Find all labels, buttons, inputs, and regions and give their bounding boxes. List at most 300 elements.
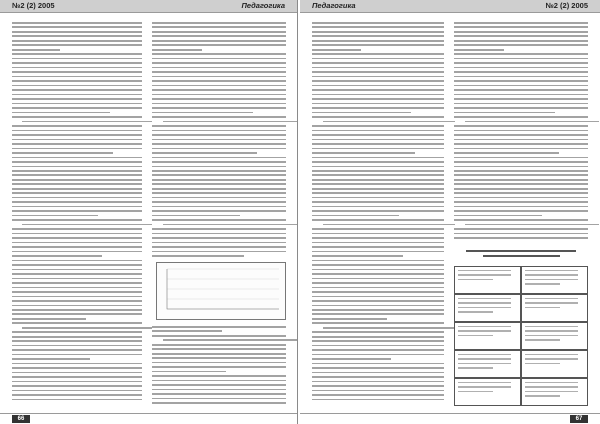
text-line xyxy=(312,125,444,127)
text-line xyxy=(312,219,444,221)
text-line xyxy=(312,40,444,42)
text-line xyxy=(312,94,444,96)
text-line xyxy=(454,157,588,159)
text-line xyxy=(12,260,142,262)
text-line xyxy=(12,26,142,28)
text-line xyxy=(12,44,142,46)
caption-line xyxy=(466,250,576,252)
text-line xyxy=(12,85,142,87)
text-line xyxy=(323,224,455,226)
left-column-1 xyxy=(12,22,142,408)
text-line xyxy=(312,22,444,24)
text-line xyxy=(454,201,588,203)
text-line xyxy=(12,174,142,176)
text-line xyxy=(12,242,142,244)
text-line xyxy=(454,125,588,127)
text-line xyxy=(152,192,286,194)
text-line xyxy=(454,139,588,141)
text-line xyxy=(454,89,588,91)
text-line xyxy=(323,121,455,123)
cell-text-line xyxy=(458,311,493,312)
text-line xyxy=(22,327,152,329)
cell-text-line xyxy=(458,382,511,383)
text-line xyxy=(152,116,286,118)
table-cell xyxy=(454,322,521,350)
text-line xyxy=(454,192,588,194)
text-line xyxy=(12,255,102,257)
text-line xyxy=(152,242,286,244)
table-cell xyxy=(521,378,588,406)
table-caption xyxy=(466,250,576,262)
text-line xyxy=(152,371,226,373)
text-line xyxy=(12,94,142,96)
caption-line xyxy=(483,255,560,257)
text-line xyxy=(152,206,286,208)
text-line xyxy=(312,134,444,136)
cell-text-line xyxy=(458,302,511,303)
text-line xyxy=(454,26,588,28)
text-line xyxy=(152,384,286,386)
text-line xyxy=(152,40,286,42)
text-line xyxy=(152,246,286,248)
table-cell xyxy=(521,350,588,378)
text-line xyxy=(312,322,444,324)
text-line xyxy=(312,148,444,150)
text-line xyxy=(12,80,142,82)
text-line xyxy=(454,35,588,37)
text-line xyxy=(312,152,415,154)
text-line xyxy=(152,80,286,82)
left-page xyxy=(0,0,298,424)
text-line xyxy=(152,219,286,221)
text-line xyxy=(12,134,142,136)
text-line xyxy=(454,152,559,154)
text-line xyxy=(312,210,444,212)
text-line xyxy=(312,246,444,248)
left-page-header xyxy=(0,0,297,13)
text-line xyxy=(152,188,286,190)
text-line xyxy=(465,224,599,226)
cell-text-line xyxy=(525,279,578,280)
text-line xyxy=(152,353,286,355)
text-line xyxy=(312,170,444,172)
text-line xyxy=(12,188,142,190)
text-line xyxy=(312,242,444,244)
text-line xyxy=(312,367,444,369)
text-line xyxy=(12,139,142,141)
text-line xyxy=(454,80,588,82)
text-line xyxy=(152,375,286,377)
right-page-number: 67 xyxy=(570,415,588,423)
text-line xyxy=(312,233,444,235)
text-line xyxy=(152,161,286,163)
text-line xyxy=(454,210,588,212)
text-line xyxy=(12,206,142,208)
text-line xyxy=(312,305,444,307)
text-line xyxy=(454,183,588,185)
text-line xyxy=(312,291,444,293)
right-column-1 xyxy=(312,22,444,408)
cell-text-line xyxy=(525,382,578,383)
text-line xyxy=(12,31,142,33)
text-line xyxy=(12,53,142,55)
text-line xyxy=(12,35,142,37)
text-line xyxy=(12,107,142,109)
cell-text-line xyxy=(458,298,511,299)
figure-chart xyxy=(156,262,286,320)
text-line xyxy=(152,366,286,368)
text-line xyxy=(152,197,286,199)
text-line xyxy=(152,228,286,230)
text-line xyxy=(152,98,286,100)
text-line xyxy=(454,71,588,73)
text-line xyxy=(12,116,142,118)
text-line xyxy=(12,340,142,342)
text-line xyxy=(312,282,444,284)
text-line xyxy=(12,363,142,365)
cell-text-line xyxy=(458,363,511,364)
text-line xyxy=(12,318,86,320)
text-line xyxy=(312,201,444,203)
text-line xyxy=(12,103,142,105)
text-line xyxy=(152,58,286,60)
text-line xyxy=(12,201,142,203)
text-line xyxy=(12,76,142,78)
text-line xyxy=(152,201,286,203)
text-line xyxy=(312,390,444,392)
cell-text-line xyxy=(525,363,560,364)
text-line xyxy=(312,381,444,383)
cell-text-line xyxy=(525,339,560,340)
text-line xyxy=(22,224,152,226)
right-issue-label: №2 (2) 2005 xyxy=(545,1,588,10)
text-line xyxy=(152,148,286,150)
cell-text-line xyxy=(525,302,578,303)
text-line xyxy=(163,224,297,226)
text-line xyxy=(12,309,142,311)
text-line xyxy=(152,174,286,176)
text-line xyxy=(454,206,588,208)
text-line xyxy=(12,282,142,284)
text-line xyxy=(12,331,142,333)
text-line xyxy=(312,228,444,230)
text-line xyxy=(12,349,142,351)
cell-text-line xyxy=(525,274,578,275)
cell-text-line xyxy=(458,367,493,368)
text-line xyxy=(312,103,444,105)
text-line xyxy=(454,134,588,136)
text-line xyxy=(312,372,444,374)
text-line xyxy=(312,269,444,271)
text-line xyxy=(312,98,444,100)
cell-text-line xyxy=(525,326,578,327)
text-line xyxy=(312,300,444,302)
text-line xyxy=(454,130,588,132)
text-line xyxy=(12,49,60,51)
text-line xyxy=(12,71,142,73)
cell-text-line xyxy=(458,307,511,308)
text-line xyxy=(152,166,286,168)
text-line xyxy=(312,116,444,118)
table-cell xyxy=(454,378,521,406)
left-page-footer xyxy=(0,413,297,424)
line-chart xyxy=(157,263,285,319)
text-line xyxy=(12,287,142,289)
text-line xyxy=(163,121,297,123)
text-line xyxy=(312,278,444,280)
cell-text-line xyxy=(458,354,511,355)
cell-text-line xyxy=(458,330,511,331)
cell-text-line xyxy=(458,391,493,392)
cell-text-line xyxy=(458,386,511,387)
text-line xyxy=(12,89,142,91)
text-line xyxy=(312,215,399,217)
text-line xyxy=(312,71,444,73)
text-line xyxy=(12,345,142,347)
text-line xyxy=(152,251,286,253)
text-line xyxy=(454,215,542,217)
text-line xyxy=(152,402,286,404)
text-line xyxy=(152,335,286,337)
text-line xyxy=(312,80,444,82)
text-line xyxy=(454,174,588,176)
text-line xyxy=(454,94,588,96)
text-line xyxy=(12,358,90,360)
text-line xyxy=(312,264,444,266)
text-line xyxy=(152,143,286,145)
text-line xyxy=(12,269,142,271)
text-line xyxy=(312,53,444,55)
text-line xyxy=(312,76,444,78)
text-line xyxy=(12,381,142,383)
text-line xyxy=(12,228,142,230)
text-line xyxy=(12,278,142,280)
text-line xyxy=(454,76,588,78)
text-line xyxy=(454,103,588,105)
text-line xyxy=(152,357,286,359)
text-line xyxy=(12,197,142,199)
text-line xyxy=(152,49,202,51)
text-line xyxy=(312,166,444,168)
text-line xyxy=(12,112,110,114)
text-line xyxy=(152,139,286,141)
text-line xyxy=(12,354,142,356)
text-line xyxy=(454,233,588,235)
text-line xyxy=(454,98,588,100)
left-column-2 xyxy=(152,22,286,262)
text-line xyxy=(152,233,286,235)
text-line xyxy=(312,197,444,199)
text-line xyxy=(152,76,286,78)
text-line xyxy=(12,300,142,302)
text-line xyxy=(152,330,222,332)
text-line xyxy=(454,170,588,172)
text-line xyxy=(12,322,142,324)
cell-text-line xyxy=(525,283,560,284)
text-line xyxy=(454,219,588,221)
text-line xyxy=(312,85,444,87)
cell-text-line xyxy=(525,335,578,336)
text-line xyxy=(12,215,98,217)
text-line xyxy=(152,103,286,105)
left-section-label: Педагогика xyxy=(241,1,285,10)
text-line xyxy=(12,192,142,194)
table-cell xyxy=(521,322,588,350)
cell-text-line xyxy=(525,298,578,299)
text-line xyxy=(152,255,244,257)
text-line xyxy=(465,121,599,123)
text-line xyxy=(312,251,444,253)
text-line xyxy=(454,49,504,51)
table-cell xyxy=(454,266,521,294)
right-column-2 xyxy=(454,22,588,246)
cell-text-line xyxy=(525,354,578,355)
text-line xyxy=(152,22,286,24)
text-line xyxy=(152,35,286,37)
text-line xyxy=(312,188,444,190)
text-line xyxy=(454,53,588,55)
text-line xyxy=(12,161,142,163)
text-line xyxy=(312,376,444,378)
text-line xyxy=(312,313,444,315)
table-cell xyxy=(454,350,521,378)
text-line xyxy=(163,339,297,341)
text-line xyxy=(12,372,142,374)
text-line xyxy=(12,291,142,293)
text-line xyxy=(12,296,142,298)
text-line xyxy=(454,67,588,69)
text-line xyxy=(152,89,286,91)
text-line xyxy=(454,166,588,168)
text-line xyxy=(12,251,142,253)
text-line xyxy=(152,44,286,46)
text-line xyxy=(152,170,286,172)
text-line xyxy=(12,385,142,387)
text-line xyxy=(323,327,455,329)
text-line xyxy=(152,62,286,64)
text-line xyxy=(12,179,142,181)
text-line xyxy=(312,260,444,262)
text-line xyxy=(152,85,286,87)
text-line xyxy=(454,228,588,230)
text-line xyxy=(454,112,555,114)
text-line xyxy=(12,305,142,307)
cell-text-line xyxy=(525,307,560,308)
text-line xyxy=(454,148,588,150)
text-line xyxy=(12,143,142,145)
text-line xyxy=(152,380,286,382)
cell-text-line xyxy=(458,335,493,336)
text-line xyxy=(152,26,286,28)
text-line xyxy=(312,62,444,64)
text-line xyxy=(152,125,286,127)
text-line xyxy=(312,309,444,311)
text-line xyxy=(454,62,588,64)
text-line xyxy=(312,26,444,28)
text-line xyxy=(12,170,142,172)
right-page-footer xyxy=(300,413,600,424)
right-page xyxy=(300,0,600,424)
text-line xyxy=(312,394,444,396)
cell-text-line xyxy=(458,279,493,280)
text-line xyxy=(454,179,588,181)
text-line xyxy=(12,130,142,132)
text-line xyxy=(152,94,286,96)
text-line xyxy=(152,210,286,212)
text-line xyxy=(12,313,142,315)
text-line xyxy=(152,326,286,328)
text-line xyxy=(312,385,444,387)
text-line xyxy=(454,85,588,87)
text-line xyxy=(12,152,113,154)
text-line xyxy=(12,67,142,69)
cell-text-line xyxy=(458,326,511,327)
text-line xyxy=(12,22,142,24)
text-line xyxy=(454,237,588,239)
text-line xyxy=(152,67,286,69)
text-line xyxy=(312,363,444,365)
text-line xyxy=(12,148,142,150)
text-line xyxy=(312,58,444,60)
text-line xyxy=(12,264,142,266)
left-column-2-continued xyxy=(152,326,286,408)
text-line xyxy=(152,107,286,109)
text-line xyxy=(12,210,142,212)
text-line xyxy=(152,183,286,185)
text-line xyxy=(454,161,588,163)
text-line xyxy=(152,134,286,136)
text-line xyxy=(152,348,286,350)
text-line xyxy=(312,44,444,46)
text-line xyxy=(312,89,444,91)
text-line xyxy=(152,152,257,154)
text-line xyxy=(454,107,588,109)
text-line xyxy=(12,246,142,248)
text-line xyxy=(454,22,588,24)
text-line xyxy=(12,237,142,239)
cell-text-line xyxy=(525,395,560,396)
text-line xyxy=(312,354,444,356)
text-line xyxy=(312,143,444,145)
text-line xyxy=(12,40,142,42)
text-line xyxy=(312,358,391,360)
right-section-label: Педагогика xyxy=(312,1,356,10)
text-line xyxy=(152,344,286,346)
text-line xyxy=(312,157,444,159)
cell-text-line xyxy=(525,391,578,392)
cell-text-line xyxy=(458,274,511,275)
text-line xyxy=(152,130,286,132)
text-line xyxy=(312,206,444,208)
text-line xyxy=(312,31,444,33)
text-line xyxy=(12,394,142,396)
text-line xyxy=(454,58,588,60)
text-line xyxy=(312,336,444,338)
right-page-header xyxy=(300,0,600,13)
cell-text-line xyxy=(525,330,578,331)
text-line xyxy=(312,296,444,298)
text-line xyxy=(152,362,286,364)
text-line xyxy=(312,174,444,176)
cell-text-line xyxy=(525,270,578,271)
text-line xyxy=(312,112,411,114)
text-line xyxy=(312,349,444,351)
text-line xyxy=(152,31,286,33)
text-line xyxy=(312,161,444,163)
text-line xyxy=(12,62,142,64)
text-line xyxy=(312,130,444,132)
text-line xyxy=(12,219,142,221)
